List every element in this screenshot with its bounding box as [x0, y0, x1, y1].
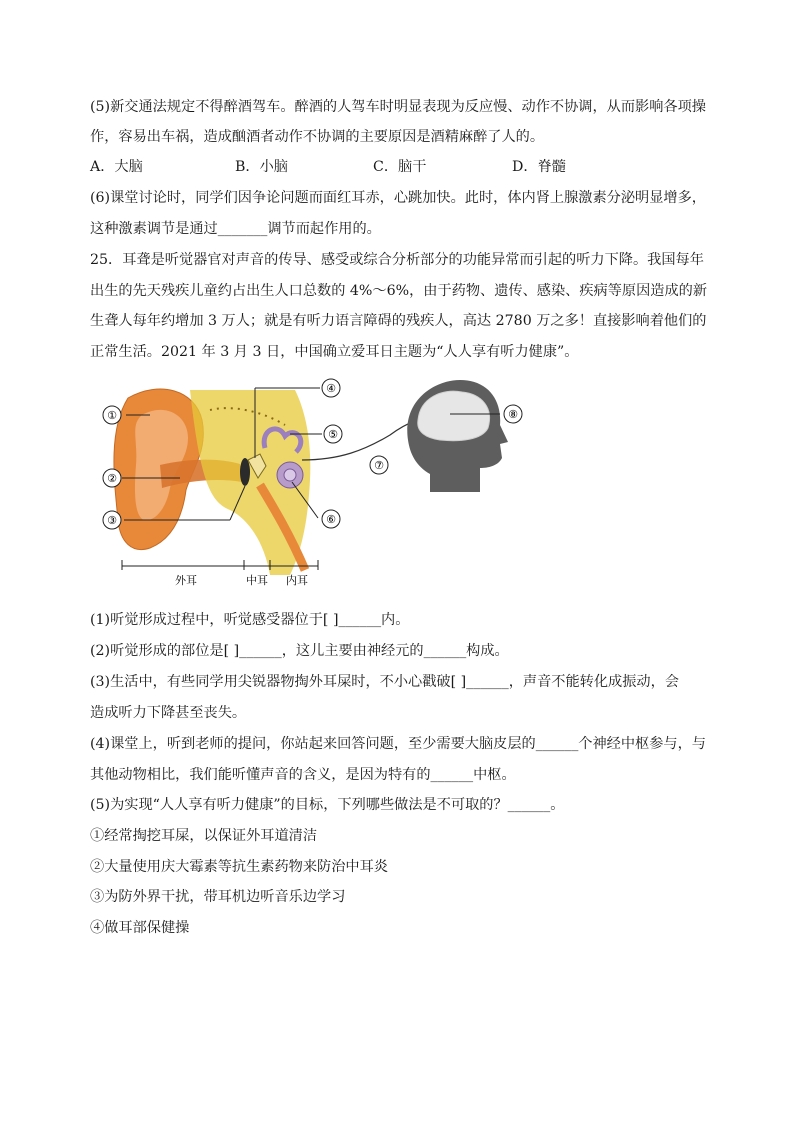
- label-1-text: ①: [107, 409, 117, 422]
- region-outer-ear: 外耳: [175, 574, 197, 587]
- region-middle-ear: 中耳: [246, 574, 268, 587]
- label-8-text: ⑧: [508, 408, 518, 421]
- q24-5-line2: 作，容易出车祸，造成酗酒者动作不协调的主要原因是酒精麻醉了人的。: [90, 129, 545, 145]
- eardrum-shape: [240, 458, 250, 486]
- q25-5: (5)为实现“人人享有听力健康”的目标，下列哪些做法是不可取的？______。: [90, 797, 565, 813]
- label-4-marker: [322, 379, 340, 397]
- label-6-marker: [322, 510, 340, 528]
- choice-a: A．大脑: [90, 159, 143, 175]
- option-2: ②大量使用庆大霉素等抗生素药物来防治中耳炎: [90, 859, 388, 875]
- q25-2: (2)听觉形成的部位是[ ]______，这儿主要由神经元的______构成。: [90, 643, 509, 659]
- label-7-marker: [370, 456, 388, 474]
- ear-diagram: [90, 370, 550, 600]
- choice-d: D．脊髓: [512, 159, 566, 175]
- label-2-text: ②: [107, 472, 117, 485]
- label-6-text: ⑥: [326, 513, 336, 526]
- label-3-text: ③: [107, 514, 117, 527]
- q25-intro-line4: 正常生活。2021 年 3 月 3 日，中国确立爱耳日主题为“人人享有听力健康”。: [90, 344, 579, 360]
- option-3: ③为防外界干扰，带耳机边听音乐边学习: [90, 889, 346, 905]
- label-5-marker: [324, 425, 342, 443]
- option-4: ④做耳部保健操: [90, 920, 190, 936]
- q25-3-line2: 造成听力下降甚至丧失。: [90, 705, 247, 721]
- choice-c: C．脑干: [373, 159, 427, 175]
- q24-6-line1: (6)课堂讨论时，同学们因争论问题而面红耳赤，心跳加快。此时，体内肾上腺激素分泌明显增多，: [90, 190, 706, 206]
- q24-6-line2: 这种激素调节是通过_______调节而起作用的。: [90, 221, 381, 237]
- ear-anatomy-figure: [90, 370, 550, 600]
- label-1-marker: [103, 406, 121, 424]
- label-8-marker: [504, 405, 522, 423]
- q25-4-line2: 其他动物相比，我们能听懂声音的含义，是因为特有的______中枢。: [90, 767, 516, 783]
- q25-3-line1: (3)生活中，有些同学用尖锐器物掏外耳屎时，不小心戳破[ ]______，声音不能转化成振动，会: [90, 674, 679, 690]
- q25-1: (1)听觉形成过程中，听觉感受器位于[ ]______内。: [90, 612, 410, 628]
- label-7-text: ⑦: [374, 459, 384, 472]
- q25-4-line1: (4)课堂上，听到老师的提问，你站起来回答问题，至少需要大脑皮层的______个神经中枢参与，与: [90, 736, 706, 752]
- q25-intro-line2: 出生的先天残疾儿童约占出生人口总数的 4%～6%，由于药物、遗传、感染、疾病等原因造成的新: [90, 283, 708, 299]
- q24-5-line1: (5)新交通法规定不得醉酒驾车。醉酒的人驾车时明显表现为反应慢、动作不协调，从而影响各项操: [90, 99, 706, 115]
- label-3-marker: [103, 511, 121, 529]
- label-5-text: ⑤: [328, 428, 338, 441]
- label-4-text: ④: [326, 382, 336, 395]
- region-inner-ear: 内耳: [286, 574, 308, 587]
- label-2-marker: [103, 469, 121, 487]
- q25-intro-line1: 25．耳聋是听觉器官对声音的传导、感受或综合分析部分的功能异常而引起的听力下降。我国每年: [90, 252, 704, 268]
- q24-5-choices: [90, 157, 710, 177]
- option-1: ①经常掏挖耳屎，以保证外耳道清洁: [90, 828, 318, 844]
- q25-intro-line3: 生聋人每年约增加 3 万人；就是有听力语言障碍的残疾人，高达 2780 万之多！直接影响着他们的: [90, 313, 707, 329]
- choice-b: B．小脑: [235, 159, 288, 175]
